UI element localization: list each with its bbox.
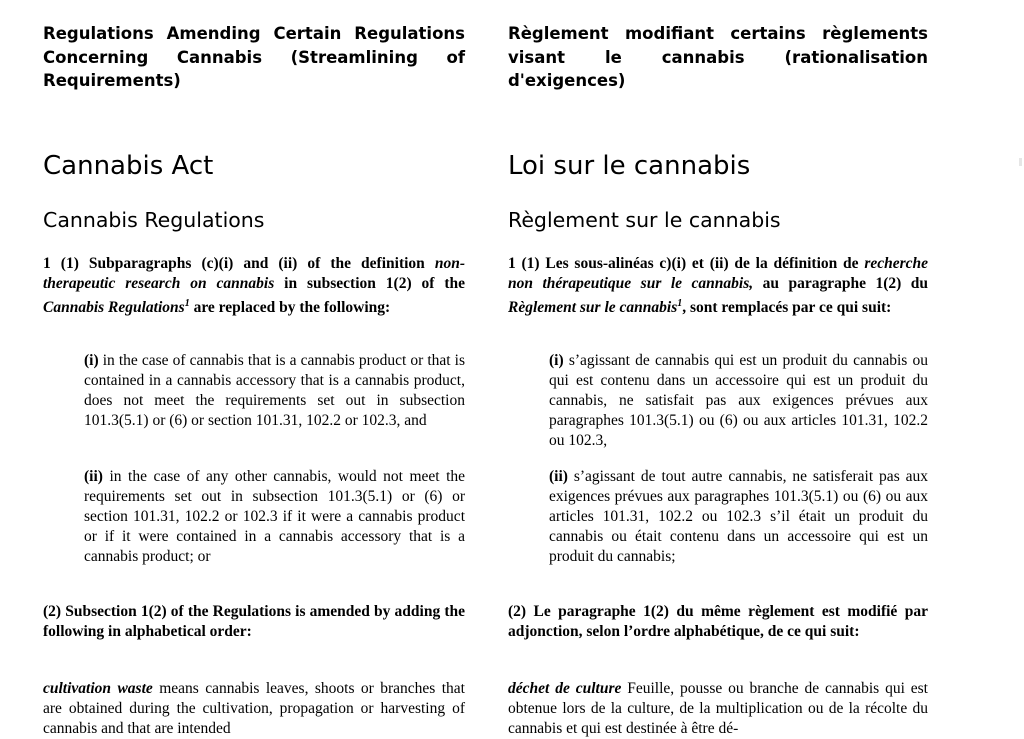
section-2-paragraph: (2) Le paragraphe 1(2) du même règlement est modifié par adjonction, selon l’ordre alphabétique, de ce qui suit: bbox=[508, 603, 928, 640]
definition-term: cultivation waste bbox=[43, 680, 153, 697]
section-text: Les sous-alinéas c)(i) et (ii) de la définition de bbox=[545, 255, 859, 272]
item-text: s’agissant de tout autre cannabis, ne satisferait pas aux exigences prévues aux paragraphes 101.3(5.1) ou (6) ou aux articles 101.31, 102.2 ou 102.3 s’il était un produit du cannabis ou était contenu dans un accessoire qui est un produit du cannabis; bbox=[549, 468, 929, 565]
section-text: au paragraphe 1(2) du bbox=[762, 275, 929, 292]
item-label: (ii) bbox=[84, 468, 103, 485]
item-label: (ii) bbox=[549, 468, 568, 485]
definition-text: Feuille, pousse ou branche de cannabis qui est obtenue lors de la culture, de la multiplication ou de la récolte du cannabis et qui est destinée à être dé- bbox=[508, 680, 928, 737]
subparagraph-ii bbox=[549, 467, 928, 567]
item-label: (i) bbox=[549, 352, 564, 369]
definition-term: déchet de culture bbox=[508, 680, 622, 697]
regulation-title: Règlement sur le cannabis bbox=[508, 208, 781, 232]
footnote-marker: 1 bbox=[677, 298, 683, 309]
definition-paragraph bbox=[508, 679, 928, 739]
definition-text: means cannabis leaves, shoots or branches that are obtained during the cultivation, propagation or harvesting of cannabis and that are intended bbox=[43, 680, 465, 737]
subparagraph-i bbox=[549, 351, 928, 451]
section-number: 1 (1) bbox=[508, 255, 540, 272]
definition-paragraph bbox=[43, 679, 465, 739]
section-1-paragraph bbox=[508, 254, 928, 318]
page-edge-mark bbox=[1019, 158, 1022, 166]
regulation-title: Cannabis Regulations bbox=[43, 208, 265, 232]
section-text: are replaced by the following: bbox=[193, 299, 391, 317]
section-text: , sont remplacés par ce qui suit: bbox=[682, 299, 892, 317]
section-text: in subsection 1(2) of the bbox=[284, 275, 465, 292]
footnote-marker: 1 bbox=[184, 298, 190, 309]
subparagraph-i bbox=[84, 351, 465, 431]
regulation-name: Cannabis Regulations bbox=[43, 299, 185, 317]
section-number: 1 (1) bbox=[43, 255, 79, 272]
defined-term: non-therapeutic research on cannabis bbox=[43, 255, 465, 292]
item-text: s’agissant de cannabis qui est un produit du cannabis ou qui est contenu dans un accessoire qui est un produit du cannabis, ne satisfait pas aux exigences prévues aux paragraphes 101.3(5.1) ou (6) ou aux articles 101.31, 102.2 ou 102.3, bbox=[549, 352, 929, 449]
section-2-paragraph: (2) Subsection 1(2) of the Regulations is amended by adding the following in alphabetical order: bbox=[43, 603, 465, 640]
regulation-header: Regulations Amending Certain Regulations Concerning Cannabis (Streamlining of Requirements) bbox=[43, 24, 465, 90]
item-text: in the case of cannabis that is a cannabis product or that is contained in a cannabis accessory that is a cannabis product, does not meet the requirements set out in subsection 101.3(5.1) or (6) or section 101.31, 102.2 or 102.3, and bbox=[84, 352, 465, 429]
act-title: Loi sur le cannabis bbox=[508, 151, 751, 181]
regulation-name: Règlement sur le cannabis bbox=[508, 299, 678, 317]
regulation-header: Règlement modifiant certains règlements visant le cannabis (rationalisation d'exigences) bbox=[508, 24, 928, 90]
subparagraph-ii bbox=[84, 467, 465, 567]
item-text: in the case of any other cannabis, would not meet the requirements set out in subsection 101.3(5.1) or (6) or section 101.31, 102.2 or 102.3 if it were a cannabis product or if it were contained in a cannabis accessory that is a cannabis product; or bbox=[84, 468, 466, 565]
defined-term: recherche non thérapeutique sur le cannabis, bbox=[508, 255, 929, 292]
item-label: (i) bbox=[84, 352, 99, 369]
section-1-paragraph bbox=[43, 254, 465, 318]
act-title: Cannabis Act bbox=[43, 151, 214, 181]
section-text: Subparagraphs (c)(i) and (ii) of the definition bbox=[88, 255, 425, 272]
